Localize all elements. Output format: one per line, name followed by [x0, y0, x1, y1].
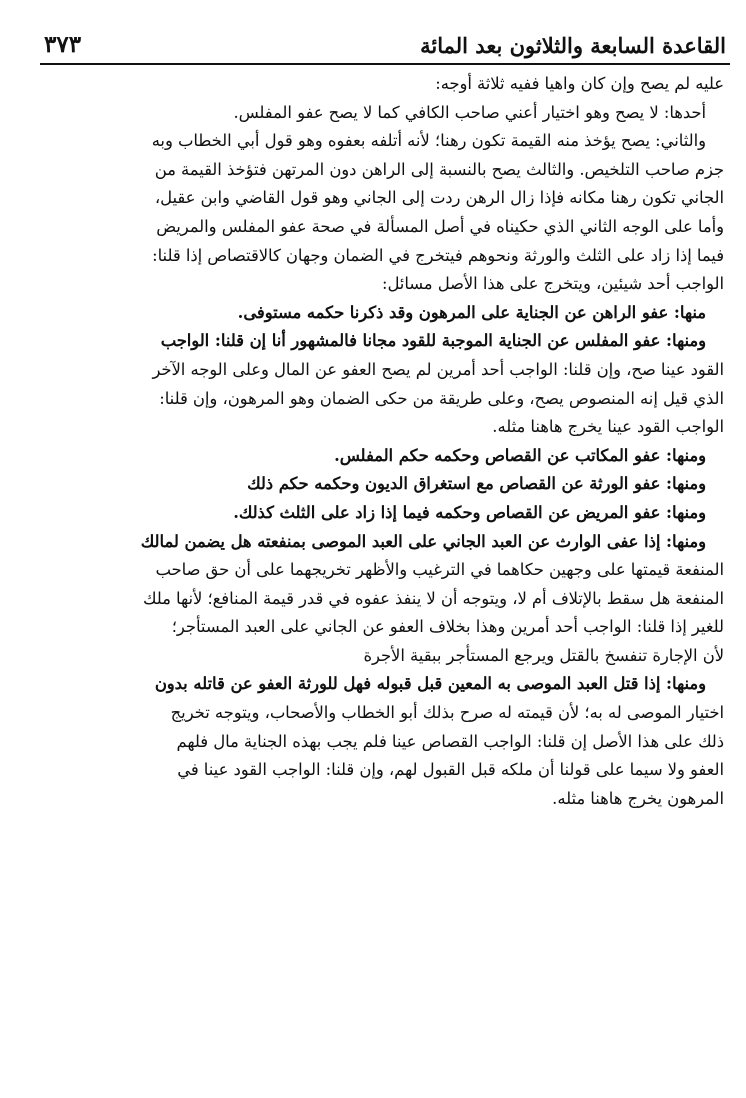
text-line: المنفعة هل سقط بالإتلاف أم لا، ويتوجه أن لا ينفذ عفوه في قدر قيمة المنافع؛ لأنها ملك — [142, 588, 724, 608]
text-line: ومنها: إذا عفى الوارث عن العبد الجاني على العبد الموصى بمنفعته هل يضمن لمالك — [140, 531, 706, 551]
text-line: أحدها: لا يصح وهو اختيار أعني صاحب الكافي كما لا يصح عفو المفلس. — [233, 102, 706, 122]
text-line: العفو ولا سيما على قولنا أن ملكه قبل القبول لهم، وإن قلنا: الواجب القود عينا في — [177, 760, 724, 780]
text-line: للغير إذا قلنا: الواجب أحد أمرين وهذا بخلاف العفو عن الجاني على العبد المستأجر؛ — [171, 617, 724, 637]
body-text — [46, 70, 724, 813]
text-line: جزم صاحب التلخيص. والثالث يصح بالنسبة إلى الراهن دون المرتهن فتؤخذ القيمة من — [154, 159, 724, 179]
text-line: والثاني: يصح يؤخذ منه القيمة تكون رهنا؛ لأنه أتلفه بعفوه وهو قول أبي الخطاب وبه — [151, 131, 706, 151]
text-line: المنفعة قيمتها على وجهين حكاهما في الترغيب والأظهر تخريجهما على أن حق صاحب — [155, 560, 724, 580]
text-line: ومنها: عفو المكاتب عن القصاص وحكمه حكم المفلس. — [334, 445, 706, 465]
text-line: ومنها: إذا قتل العبد الموصى به المعين قبل قبوله فهل للورثة العفو عن قاتله بدون — [154, 674, 706, 694]
text-line: منها: عفو الراهن عن الجناية على المرهون وقد ذكرنا حكمه مستوفى. — [237, 302, 706, 322]
text-line: الواجب القود عينا يخرج هاهنا مثله. — [492, 417, 724, 437]
text-line: الواجب أحد شيئين، ويتخرج على هذا الأصل مسائل: — [381, 274, 724, 294]
text-line: ومنها: عفو المفلس عن الجناية الموجبة للقود مجانا فالمشهور أنا إن قلنا: الواجب — [160, 331, 706, 351]
text-line: فيما إذا زاد على الثلث والورثة ونحوهم فيتخرج في الضمان وجهان كالاقتصاص إذا قلنا: — [152, 245, 724, 265]
text-line: الذي قيل إنه المنصوص يصح، وعلى طريقة من حكى الضمان وهو المرهون، وإن قلنا: — [159, 388, 724, 408]
text-line: عليه لم يصح وإن كان واهيا ففيه ثلاثة أوجه: — [435, 74, 724, 93]
text-line: ذلك على هذا الأصل إن قلنا: الواجب القصاص عينا فلم يجب بهذه الجناية مال فلهم — [176, 731, 724, 751]
text-line: ومنها: عفو الورثة عن القصاص مع استغراق الديون وحكمه حكم ذلك — [247, 474, 706, 494]
text-line: اختيار الموصى له به؛ لأن قيمته له صرح بذلك أبو الخطاب والأصحاب، ويتوجه تخريج — [170, 703, 724, 723]
document-page — [40, 14, 730, 1084]
text-line: وأما على الوجه الثاني الذي حكيناه في أصل المسألة في صحة عفو المفلس والمريض — [156, 216, 724, 236]
text-line: ومنها: عفو المريض عن القصاص وحكمه فيما إذا زاد على الثلث كذلك. — [233, 502, 706, 522]
text-line: المرهون يخرج هاهنا مثله. — [552, 788, 724, 808]
text-line: الجاني تكون رهنا مكانه فإذا زال الرهن ردت إلى الجاني وهو قول القاضي وابن عقيل، — [154, 188, 724, 208]
running-title: القاعدة السابعة والثلاثون بعد المائة — [420, 33, 726, 58]
page-header — [40, 14, 730, 65]
text-line: القود عينا صح، وإن قلنا: الواجب أحد أمرين لم يصح العفو عن المال وعلى الوجه الآخر — [152, 359, 724, 379]
page-number: ٣٧٣ — [44, 31, 82, 58]
text-line: لأن الإجارة تنفسخ بالقتل ويرجع المستأجر ببقية الأجرة — [363, 645, 724, 665]
